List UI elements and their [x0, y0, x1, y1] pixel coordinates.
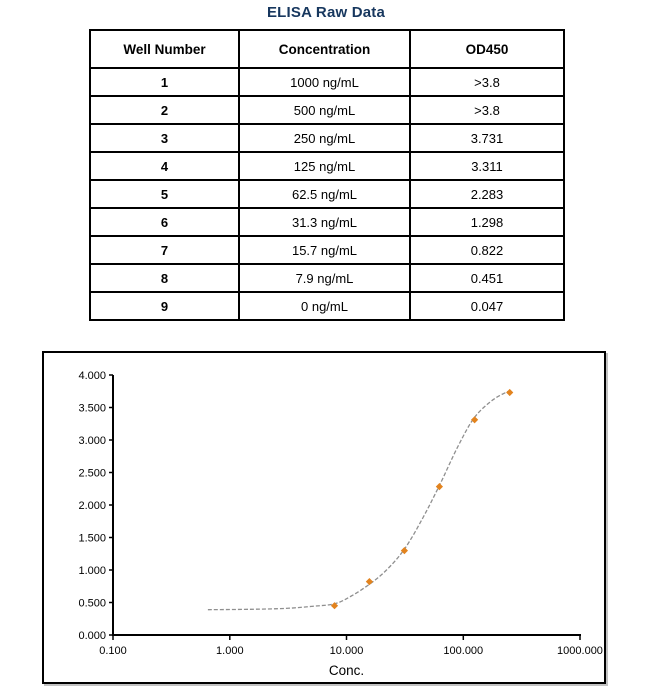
data-point-marker — [366, 578, 373, 585]
cell-concentration: 250 ng/mL — [239, 124, 410, 152]
y-tick-label: 1.500 — [78, 532, 106, 545]
cell-well-number: 5 — [90, 180, 239, 208]
y-tick-label: 0.500 — [78, 597, 106, 610]
cell-well-number: 1 — [90, 68, 239, 96]
cell-well-number: 9 — [90, 292, 239, 320]
cell-od450: >3.8 — [410, 96, 564, 124]
table-row — [90, 292, 564, 320]
y-tick-label: 2.000 — [78, 500, 106, 512]
y-tick-label: 3.000 — [78, 435, 106, 447]
cell-concentration: 15.7 ng/mL — [239, 236, 410, 264]
cell-concentration: 500 ng/mL — [239, 96, 410, 124]
x-tick-label: 0.100 — [99, 645, 127, 657]
table-row — [90, 124, 564, 152]
cell-od450: 0.451 — [410, 264, 564, 292]
cell-concentration: 0 ng/mL — [239, 292, 410, 320]
column-header-well-number: Well Number — [90, 30, 239, 68]
table-row — [90, 68, 564, 96]
cell-concentration: 125 ng/mL — [239, 152, 410, 180]
x-axis-title: Conc. — [328, 663, 365, 678]
table-row — [90, 208, 564, 236]
y-tick-label: 3.500 — [78, 402, 106, 415]
cell-od450: 0.822 — [410, 236, 564, 264]
table-body — [90, 68, 564, 320]
data-point-marker — [436, 483, 443, 490]
chart-container — [42, 351, 606, 684]
x-tick-label: 100.000 — [443, 645, 484, 657]
table-row — [90, 236, 564, 264]
table-header-row — [90, 30, 564, 68]
cell-concentration: 7.9 ng/mL — [239, 264, 410, 292]
cell-od450: 3.731 — [410, 124, 564, 152]
cell-od450: 3.311 — [410, 152, 564, 180]
cell-od450: 1.298 — [410, 208, 564, 236]
cell-concentration: 62.5 ng/mL — [239, 180, 410, 208]
table-row — [90, 264, 564, 292]
table-row — [90, 180, 564, 208]
cell-concentration: 1000 ng/mL — [239, 68, 410, 96]
x-tick-label: 1000.000 — [557, 645, 603, 657]
data-point-marker — [506, 389, 513, 396]
cell-well-number: 8 — [90, 264, 239, 292]
cell-well-number: 7 — [90, 236, 239, 264]
x-tick-label: 10.000 — [329, 645, 364, 657]
table-row — [90, 96, 564, 124]
cell-concentration: 31.3 ng/mL — [239, 208, 410, 236]
y-tick-label: 2.500 — [78, 467, 106, 480]
page-title: ELISA Raw Data — [266, 4, 386, 21]
column-header-concentration: Concentration — [239, 30, 410, 68]
cell-well-number: 4 — [90, 152, 239, 180]
x-tick-label: 1.000 — [216, 645, 244, 657]
y-tick-label: 0.000 — [78, 630, 106, 642]
y-tick-label: 4.000 — [78, 370, 106, 382]
cell-well-number: 6 — [90, 208, 239, 236]
table-row — [90, 152, 564, 180]
cell-well-number: 2 — [90, 96, 239, 124]
fit-curve-line — [208, 391, 510, 610]
cell-od450: 0.047 — [410, 292, 564, 320]
cell-od450: 2.283 — [410, 180, 564, 208]
column-header-od450: OD450 — [410, 30, 564, 68]
data-point-marker — [471, 416, 478, 423]
dose-response-chart — [44, 353, 604, 682]
cell-od450: >3.8 — [410, 68, 564, 96]
elisa-raw-data-table — [89, 29, 565, 321]
y-tick-label: 1.000 — [78, 565, 106, 577]
cell-well-number: 3 — [90, 124, 239, 152]
